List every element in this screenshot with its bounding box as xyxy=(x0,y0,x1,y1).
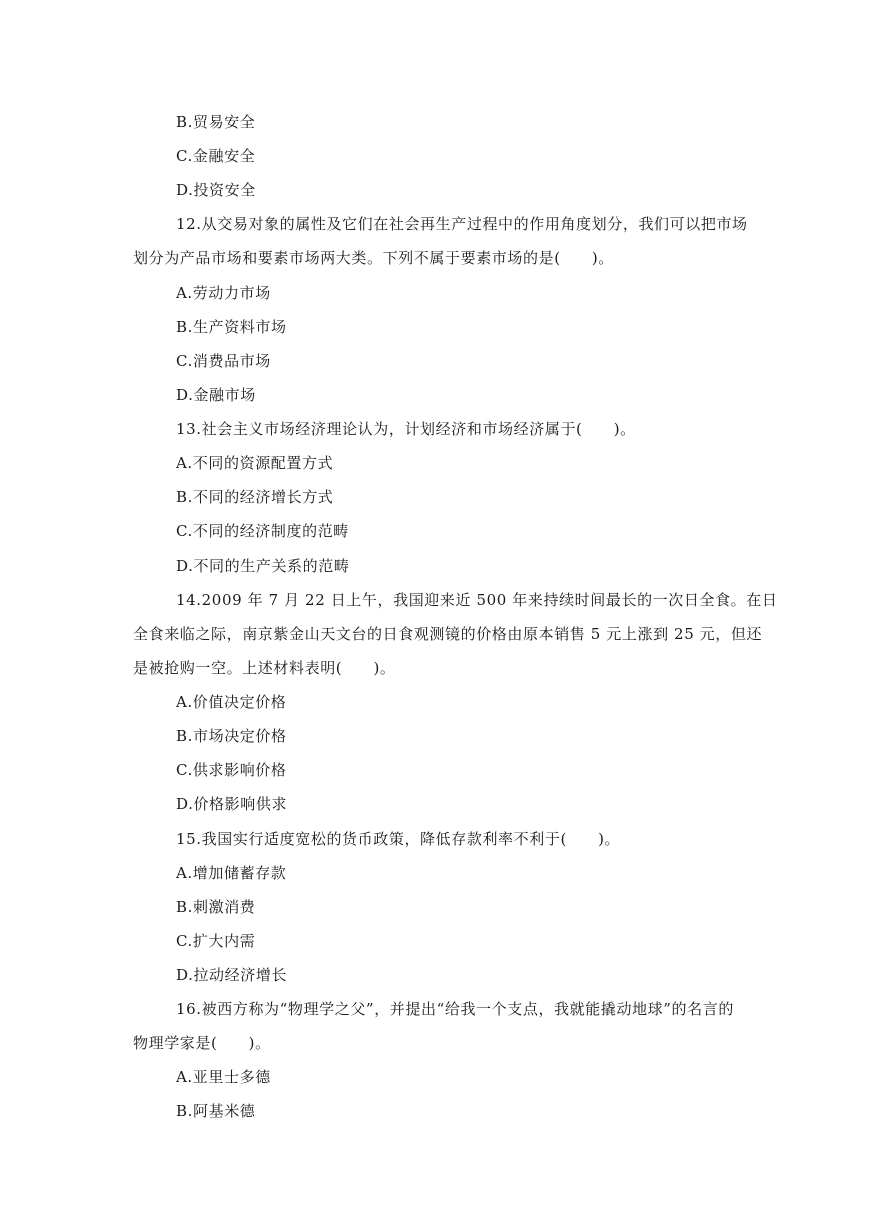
q14-option-c: C.供求影响价格 xyxy=(176,761,287,779)
question-14-line-2: 全食来临之际，南京紫金山天文台的日食观测镜的价格由原本销售 5 元上涨到 25 元，但还 xyxy=(133,625,763,643)
q15-option-d: D.拉动经济增长 xyxy=(176,966,288,984)
q16-option-b: B.阿基米德 xyxy=(176,1102,256,1120)
question-15-line-1: 15.我国实行适度宽松的货币政策，降低存款利率不利于( )。 xyxy=(176,830,621,848)
q13-option-c: C.不同的经济制度的范畴 xyxy=(176,522,349,540)
q13-option-b: B.不同的经济增长方式 xyxy=(176,488,334,506)
question-12-line-2: 划分为产品市场和要素市场两大类。下列不属于要素市场的是( )。 xyxy=(133,249,614,267)
question-14-line-1: 14.2009 年 7 月 22 日上午，我国迎来近 500 年来持续时间最长的一次日全食。在日 xyxy=(176,591,778,609)
q16-option-a: A.亚里士多德 xyxy=(176,1068,271,1086)
question-16-line-1: 16.被西方称为“物理学之父”，并提出“给我一个支点，我就能撬动地球”的名言的 xyxy=(176,1000,734,1018)
question-13-line-1: 13.社会主义市场经济理论认为，计划经济和市场经济属于( )。 xyxy=(176,420,636,438)
q14-option-a: A.价值决定价格 xyxy=(176,693,287,711)
q13-option-a: A.不同的资源配置方式 xyxy=(176,454,334,472)
q15-option-c: C.扩大内需 xyxy=(176,932,256,950)
option-b-trade-security: B.贸易安全 xyxy=(176,113,256,131)
q12-option-d: D.金融市场 xyxy=(176,386,256,404)
question-16-line-2: 物理学家是( )。 xyxy=(133,1034,271,1052)
option-c-financial-security: C.金融安全 xyxy=(176,147,256,165)
question-12-line-1: 12.从交易对象的属性及它们在社会再生产过程中的作用角度划分，我们可以把市场 xyxy=(176,215,748,233)
q15-option-b: B.刺激消费 xyxy=(176,898,256,916)
q12-option-c: C.消费品市场 xyxy=(176,352,271,370)
q14-option-d: D.价格影响供求 xyxy=(176,795,288,813)
q12-option-b: B.生产资料市场 xyxy=(176,318,287,336)
q12-option-a: A.劳动力市场 xyxy=(176,284,271,302)
question-14-line-3: 是被抢购一空。上述材料表明( )。 xyxy=(133,659,396,677)
q15-option-a: A.增加储蓄存款 xyxy=(176,864,287,882)
q13-option-d: D.不同的生产关系的范畴 xyxy=(176,557,350,575)
option-d-investment-security: D.投资安全 xyxy=(176,181,256,199)
q14-option-b: B.市场决定价格 xyxy=(176,727,287,745)
